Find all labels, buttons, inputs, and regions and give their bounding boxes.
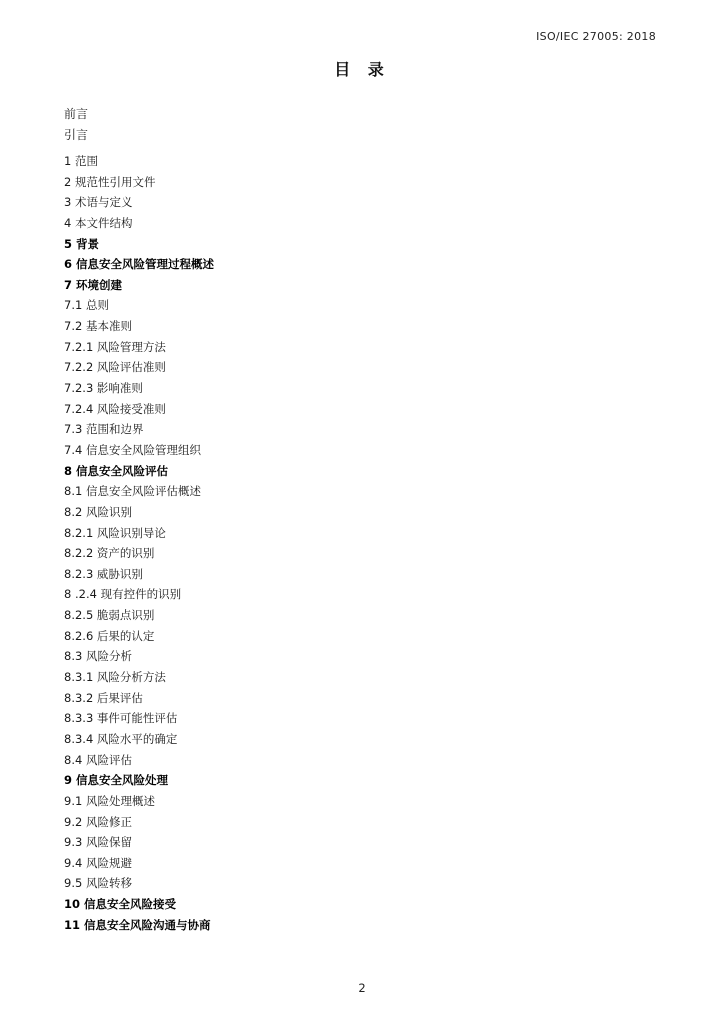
toc-entry: 6 信息安全风险管理过程概述 [64,257,215,272]
table-of-contents [64,104,624,935]
standard-header: ISO/IEC 27005: 2018 [536,30,656,43]
toc-entry: 7.4 信息安全风险管理组织 [64,442,201,457]
page-number: 2 [358,981,366,995]
toc-entry: 7.2.4 风险接受准则 [64,401,166,416]
toc-entry: 8.3.2 后果评估 [64,690,143,705]
toc-entry: 7 环境创建 [64,277,123,292]
toc-entry: 8.3.4 风险水平的确定 [64,731,178,746]
toc-entry: 5 背景 [64,236,100,251]
toc-entry: 前言 [64,107,89,121]
toc-entry: 11 信息安全风险沟通与协商 [64,917,211,932]
toc-entry: 3 术语与定义 [64,195,133,210]
toc-entry: 8 信息安全风险评估 [64,463,169,478]
toc-entry: 9 信息安全风险处理 [64,773,169,788]
toc-entry: 1 范围 [64,154,98,168]
toc-entry: 8.2.3 威胁识别 [64,566,143,581]
toc-entry: 7.3 范围和边界 [64,422,144,437]
toc-entry: 10 信息安全风险接受 [64,897,177,912]
toc-entry: 8.2.6 后果的认定 [64,628,155,643]
toc-entry: 2 规范性引用文件 [64,174,156,189]
toc-entry: 8.1 信息安全风险评估概述 [64,484,201,499]
toc-entry: 9.1 风险处理概述 [64,793,155,808]
toc-entry: 9.3 风险保留 [64,835,132,850]
toc-entry: 8.4 风险评估 [64,752,132,767]
toc-entry: 8.3.1 风险分析方法 [64,670,166,685]
toc-entry: 引言 [64,127,89,142]
toc-entry: 8.2 风险识别 [64,504,132,519]
toc-entry: 7.2.3 影响准则 [64,381,143,396]
toc-entry: 9.5 风险转移 [64,876,132,891]
toc-entry: 7.1 总则 [64,298,109,313]
toc-entry: 8 .2.4 现有控件的识别 [64,587,182,602]
toc-entry: 9.2 风险修正 [64,814,132,829]
toc-title: 目 录 [334,60,390,79]
toc-entry: 8.2.1 风险识别导论 [64,525,166,540]
toc-entry: 8.2.2 资产的识别 [64,546,155,561]
toc-entry: 7.2.2 风险评估准则 [64,360,166,375]
toc-entry: 4 本文件结构 [64,215,133,230]
toc-entry: 8.3 风险分析 [64,649,132,664]
toc-entry: 7.2 基本准则 [64,319,132,334]
toc-entry: 8.2.5 脆弱点识别 [64,608,155,623]
toc-entry: 8.3.3 事件可能性评估 [64,711,178,726]
toc-entry: 7.2.1 风险管理方法 [64,339,166,354]
toc-entry: 9.4 风险规避 [64,855,132,870]
